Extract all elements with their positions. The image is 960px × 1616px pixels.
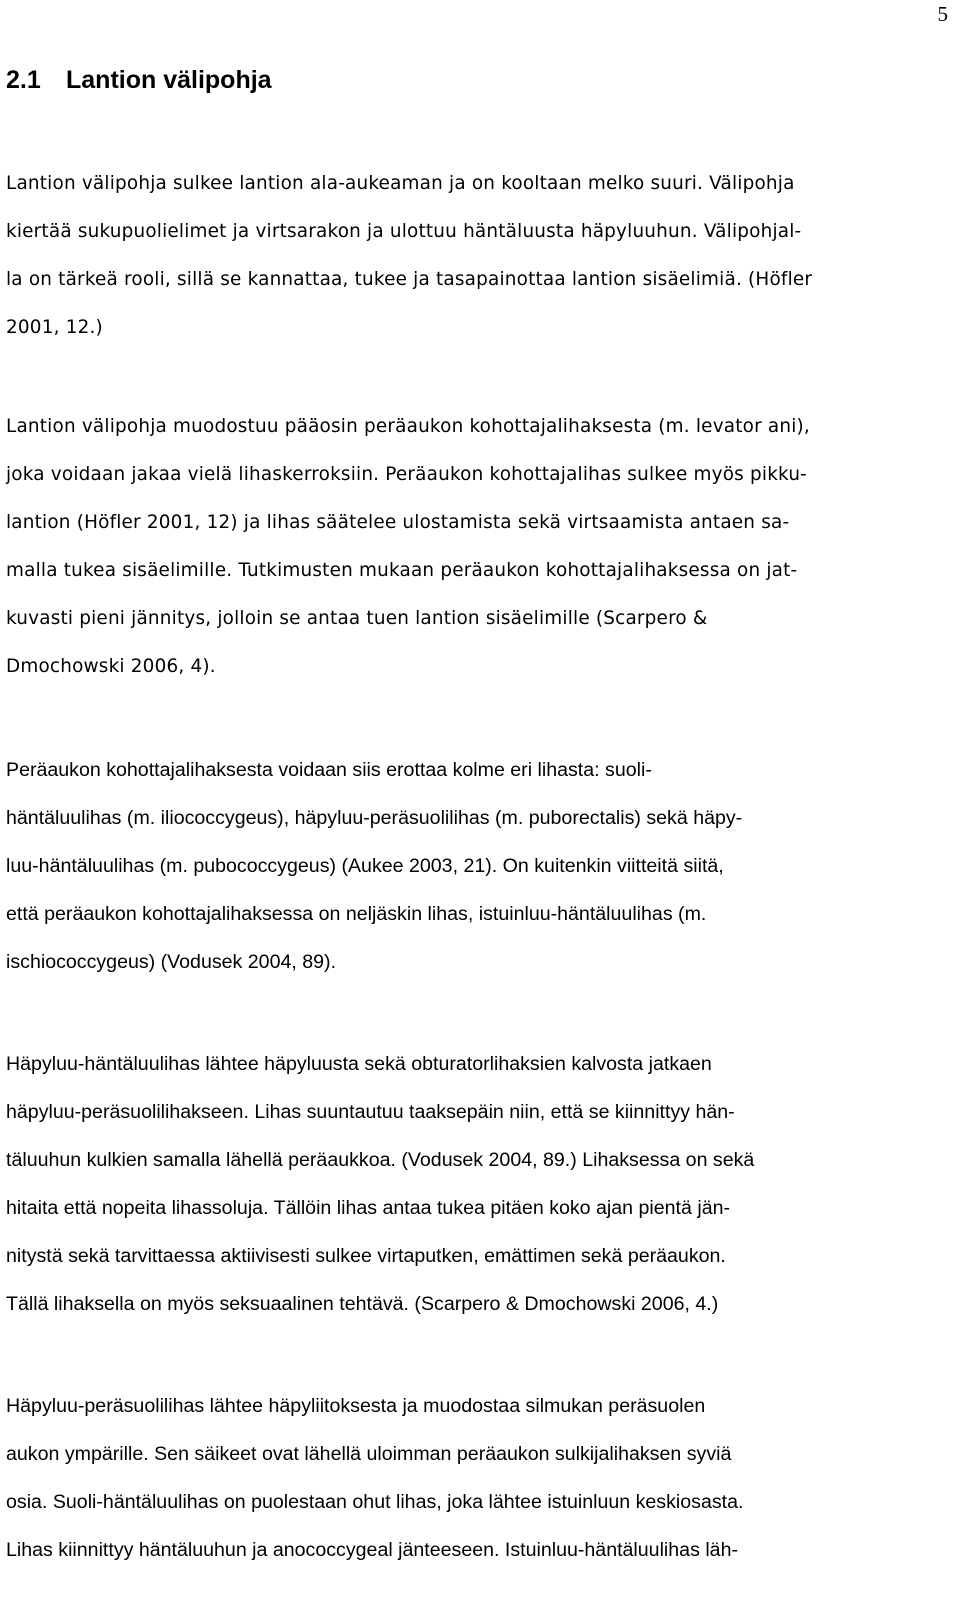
paragraph-line: täluuhun kulkien samalla lähellä peräaukkoa. (Vodusek 2004, 89.) Lihaksessa on sekä bbox=[6, 1149, 755, 1171]
paragraph-line: aukon ympärille. Sen säikeet ovat lähellä uloimman peräaukon sulkijalihaksen syviä bbox=[6, 1443, 732, 1465]
paragraph-line: Tällä lihaksella on myös seksuaalinen tehtävä. (Scarpero & Dmochowski 2006, 4.) bbox=[6, 1293, 719, 1315]
paragraph-line: la on tärkeä rooli, sillä se kannattaa, tukee ja tasapainottaa lantion sisäelimiä. (Höfler bbox=[6, 269, 813, 290]
paragraph-line: Dmochowski 2006, 4). bbox=[6, 656, 216, 677]
paragraph-line: luu-häntäluulihas (m. pubococcygeus) (Aukee 2003, 21). On kuitenkin viitteitä siitä, bbox=[6, 855, 724, 877]
paragraph-line: häntäluulihas (m. iliococcygeus), häpyluu-peräsuolilihas (m. puborectalis) sekä häpy- bbox=[6, 807, 743, 829]
paragraph-line: kuvasti pieni jännitys, jolloin se antaa tuen lantion sisäelimille (Scarpero & bbox=[6, 608, 708, 629]
paragraph-line: hitaita että nopeita lihassoluja. Tällöin lihas antaa tukea pitäen koko ajan pientä jän- bbox=[6, 1197, 731, 1219]
paragraph-line: nitystä sekä tarvittaessa aktiivisesti sulkee virtaputken, emättimen sekä peräaukon. bbox=[6, 1245, 726, 1267]
paragraph-line: joka voidaan jakaa vielä lihaskerroksiin. Peräaukon kohottajalihas sulkee myös pikku- bbox=[6, 464, 808, 485]
paragraph-line: häpyluu-peräsuolilihakseen. Lihas suuntautuu taaksepäin niin, että se kiinnittyy hän- bbox=[6, 1101, 735, 1123]
paragraph-line: 2001, 12.) bbox=[6, 317, 103, 338]
paragraph-line: kiertää sukupuolielimet ja virtsarakon ja ulottuu häntäluusta häpyluuhun. Välipohjal- bbox=[6, 221, 802, 242]
paragraph-line: Häpyluu-peräsuolilihas lähtee häpyliitoksesta ja muodostaa silmukan peräsuolen bbox=[6, 1395, 706, 1417]
paragraph-5 bbox=[6, 1382, 926, 1574]
paragraph-line: malla tukea sisäelimille. Tutkimusten mukaan peräaukon kohottajalihaksessa on jat- bbox=[6, 560, 798, 581]
paragraph-line: lantion (Höfler 2001, 12) ja lihas säätelee ulostamista sekä virtsaamista antaen sa- bbox=[6, 512, 790, 533]
section-title: Lantion välipohja bbox=[66, 66, 272, 94]
paragraph-3 bbox=[6, 746, 926, 986]
paragraph-2 bbox=[6, 403, 926, 691]
page-number: 5 bbox=[937, 2, 948, 26]
paragraph-line: Lantion välipohja sulkee lantion ala-aukeaman ja on kooltaan melko suuri. Välipohja bbox=[6, 173, 795, 194]
section-heading bbox=[6, 60, 272, 100]
paragraph-line: ischiococcygeus) (Vodusek 2004, 89). bbox=[6, 951, 337, 973]
paragraph-line: Peräaukon kohottajalihaksesta voidaan siis erottaa kolme eri lihasta: suoli- bbox=[6, 759, 652, 781]
paragraph-line: osia. Suoli-häntäluulihas on puolestaan ohut lihas, joka lähtee istuinluun keskiosasta. bbox=[6, 1491, 744, 1513]
paragraph-line: Lantion välipohja muodostuu pääosin peräaukon kohottajalihaksesta (m. levator ani), bbox=[6, 416, 810, 437]
paragraph-line: Lihas kiinnittyy häntäluuhun ja anococcygeal jänteeseen. Istuinluu-häntäluulihas läh- bbox=[6, 1539, 738, 1561]
paragraph-line: Häpyluu-häntäluulihas lähtee häpyluusta sekä obturatorlihaksien kalvosta jatkaen bbox=[6, 1053, 712, 1075]
paragraph-1 bbox=[6, 160, 926, 352]
section-number: 2.1 bbox=[6, 66, 41, 94]
paragraph-line: että peräaukon kohottajalihaksessa on neljäskin lihas, istuinluu-häntäluulihas (m. bbox=[6, 903, 707, 925]
paragraph-4 bbox=[6, 1040, 926, 1328]
